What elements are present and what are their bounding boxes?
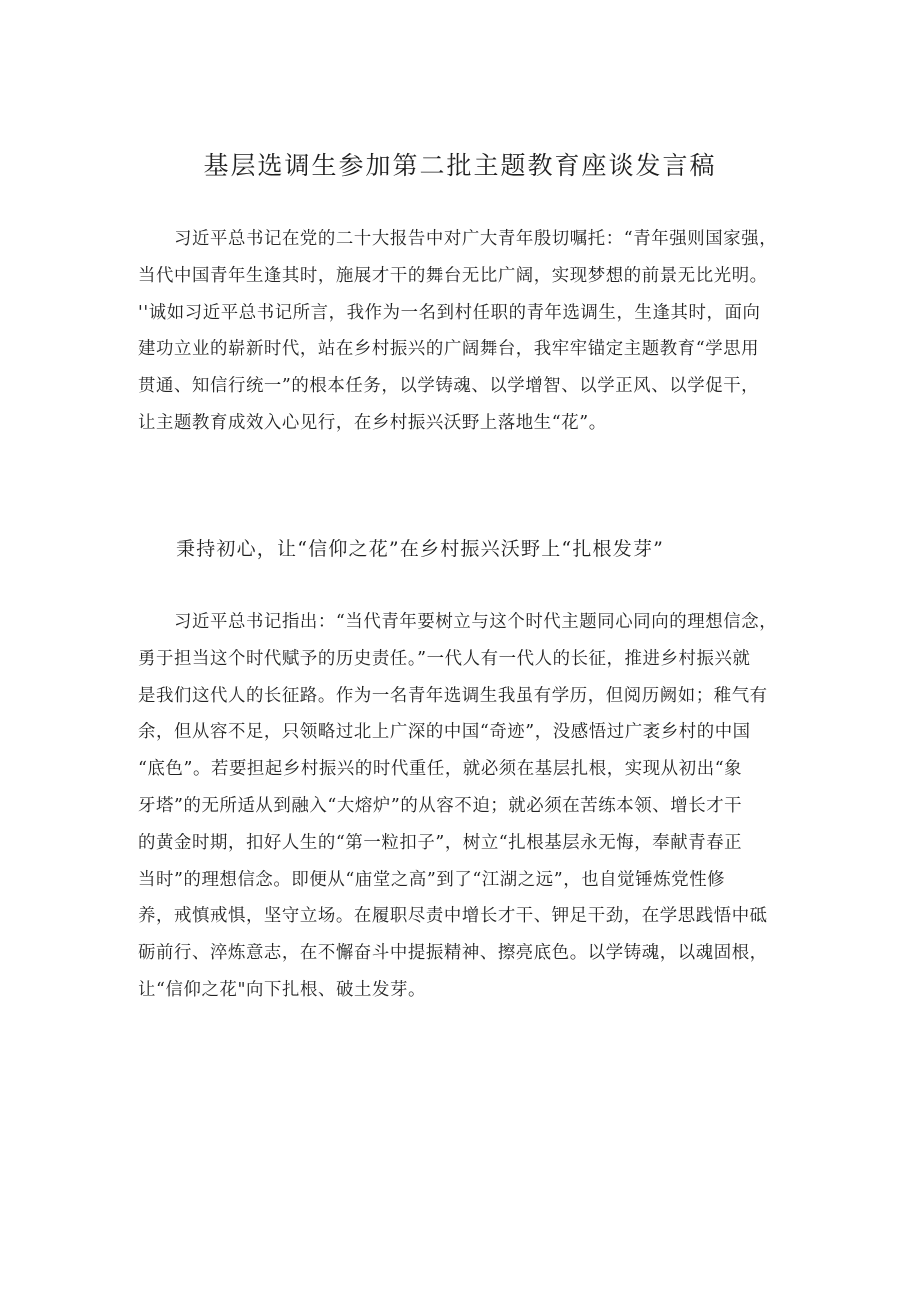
paragraph-line: “底色”。若要担起乡村振兴的时代重任，就必须在基层扎根，实现从初出“象: [138, 759, 743, 780]
paragraph-line: 是我们这代人的长征路。作为一名青年选调生我虽有学历，但阅历阙如；稚气有: [138, 685, 768, 706]
paragraph-line: 让“信仰之花"向下扎根、破土发芽。: [138, 979, 426, 1000]
paragraph-line: 当代中国青年生逢其时，施展才干的舞台无比广阔，实现梦想的前景无比光明。: [138, 265, 768, 286]
paragraph-line: 余，但从容不足，只领略过北上广深的中国“奇迹”，没感悟过广袤乡村的中国: [138, 722, 751, 743]
paragraph-line: 贯通、知信行统一”的根本任务，以学铸魂、以学增智、以学正风、以学促干，: [138, 376, 760, 397]
paragraph-line: 建功立业的崭新时代，站在乡村振兴的广阔舞台，我牢牢锚定主题教育“学思用: [138, 339, 760, 360]
document-title: 基层选调生参加第二批主题教育座谈发言稿: [203, 151, 717, 180]
paragraph-line: 勇于担当这个时代赋予的历史责任。”一代人有一代人的长征，推进乡村振兴就: [138, 648, 751, 669]
paragraph-line: 习近平总书记在党的二十大报告中对广大青年殷切嘱托：“青年强则国家强，: [174, 229, 778, 249]
paragraph-line: 砺前行、淬炼意志，在不懈奋斗中提振精神、擦亮底色。以学铸魂，以魂固根，: [138, 943, 768, 964]
paragraph-line: 的黄金时期，扣好人生的“第一粒扣子”，树立“扎根基层永无悔，奉献青春正: [138, 832, 743, 853]
paragraph-line: 牙塔”的无所适从到融入“大熔炉”的从容不迫；就必须在苦练本领、增长才干: [138, 795, 743, 816]
paragraph-line: ''诚如习近平总书记所言，我作为一名到村任职的青年选调生，生逢其时，面向: [138, 302, 761, 323]
section-heading: 秉持初心，让“信仰之花”在乡村振兴沃野上“扎根发芽”: [176, 538, 665, 560]
intro-paragraph: [138, 221, 792, 442]
paragraph-line: 养，戒慎戒惧，坚守立场。在履职尽责中增长才干、钾足干劲，在学思践悟中砥: [138, 906, 768, 927]
section-paragraph: [138, 604, 792, 1009]
paragraph-line: 当时”的理想信念。即便从“庙堂之高”到了“江湖之远”，也自觉锤炼党性修: [138, 869, 726, 890]
paragraph-line: 习近平总书记指出：“当代青年要树立与这个时代主题同心同向的理想信念，: [174, 612, 778, 632]
paragraph-line: 让主题教育成效入心见行，在乡村振兴沃野上落地生“花”。: [138, 412, 607, 433]
